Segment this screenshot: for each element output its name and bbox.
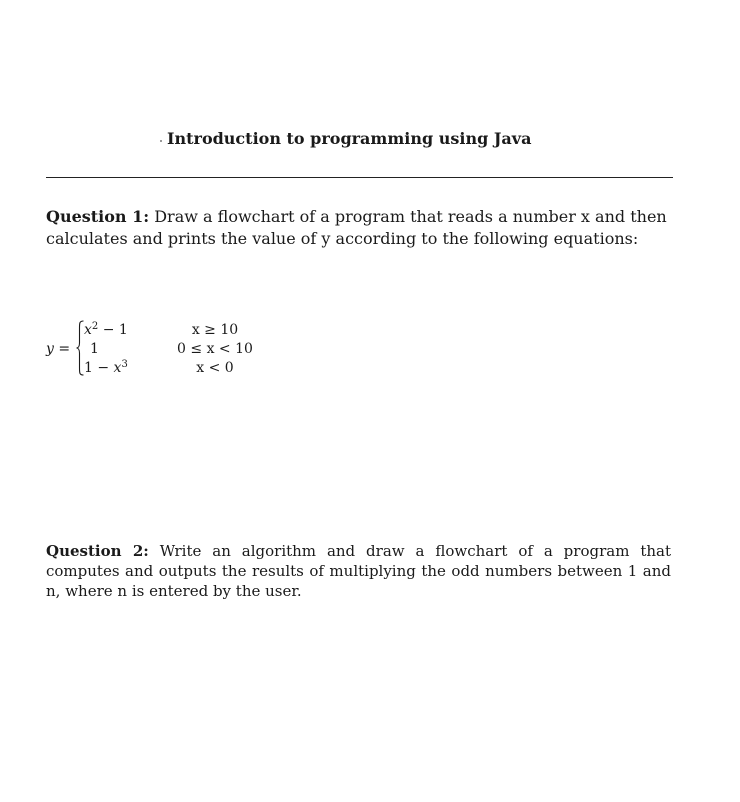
case-1-condition: x ≥ 10: [191, 322, 239, 338]
case-3-condition: x < 0: [196, 360, 234, 376]
case-3-power: 3: [121, 359, 128, 370]
left-brace: [76, 320, 84, 376]
equation-lhs: [46, 341, 70, 357]
case-1-rest: − 1: [98, 322, 128, 338]
case-3-prefix: 1 −: [84, 360, 114, 376]
case-3-var: x: [113, 360, 122, 376]
question-2-text: Write an algorithm and draw a flowchart of a program that computes and outputs the results of multiplying the odd numbers between 1 and n, where n is entered by the user.: [46, 542, 671, 600]
case-1-expression: [84, 321, 128, 339]
question-1: [46, 206, 671, 250]
header-divider: [46, 177, 673, 178]
question-1-text: Draw a flowchart of a program that reads a number x and then calculates and prints the value of y according to the following equations:: [46, 207, 667, 248]
page-title: Introduction to programming using Java: [167, 129, 532, 148]
question-2-label: Question 2:: [46, 542, 149, 560]
case-3-expression: [84, 359, 128, 377]
equation-lhs-var: y: [46, 341, 54, 357]
case-1-power: 2: [91, 321, 99, 332]
case-2-expression: [90, 340, 99, 358]
question-2: [46, 541, 671, 601]
title-mark: [160, 140, 162, 142]
case-2-condition: 0 ≤ x < 10: [177, 341, 253, 357]
case-1-var: x: [84, 322, 92, 338]
case-2-text: 1: [90, 341, 99, 357]
question-1-label: Question 1:: [46, 207, 150, 226]
equation-lhs-equals: =: [53, 341, 71, 357]
